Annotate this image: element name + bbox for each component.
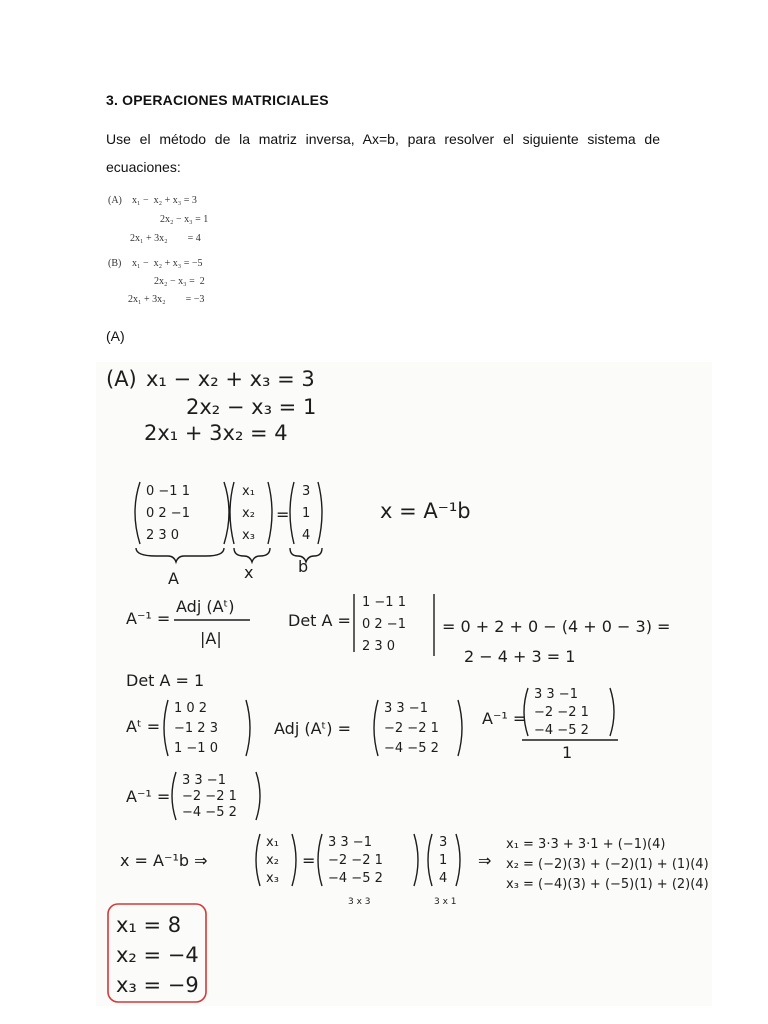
- bracket-right: [268, 482, 272, 544]
- matrix-b-row: 1: [302, 506, 311, 521]
- section-heading: 3. OPERACIONES MATRICIALES: [106, 92, 329, 108]
- matrix-b-row: 3: [302, 484, 311, 499]
- brace-under-x: [234, 548, 270, 562]
- bracket-right: [318, 482, 322, 544]
- det-calc: 2 − 4 + 3 = 1: [464, 647, 576, 666]
- implies-arrow: ⇒: [478, 851, 492, 870]
- hw-system-row: 2x₁ + 3x₂ = 4: [144, 421, 288, 445]
- final-b-row: 3: [439, 835, 448, 850]
- transpose-row: 1 0 2: [174, 701, 208, 716]
- final-x-row: x₂: [266, 853, 279, 868]
- answer-row: x₂ = −4: [116, 943, 199, 967]
- answer-row: x₃ = −9: [116, 973, 199, 997]
- matrix-x-row: x₁: [242, 484, 255, 499]
- bracket-right: [456, 834, 460, 886]
- transpose-label: Aᵗ =: [126, 717, 161, 736]
- det-result: Det A = 1: [126, 671, 205, 690]
- inverse-row: −2 −2 1: [534, 705, 589, 720]
- inverse-row: 3 3 −1: [534, 687, 578, 702]
- bracket-right: [246, 700, 250, 756]
- bracket-left: [256, 834, 260, 886]
- det-calc: = 0 + 2 + 0 − (4 + 0 − 3) =: [442, 617, 671, 636]
- hw-system-row: 2x₂ − x₃ = 1: [186, 395, 317, 419]
- bracket-right: [292, 834, 296, 886]
- final-lhs: x = A⁻¹b ⇒: [120, 851, 208, 870]
- final-matrix-row: −4 −5 2: [328, 871, 383, 886]
- inverse-numerator: Adj (Aᵗ): [176, 597, 235, 616]
- system-b-row: x₁ − x₂ + x₃ = −5: [132, 258, 203, 269]
- matrix-a-row: 0 2 −1: [146, 506, 190, 521]
- bracket-left: [374, 700, 378, 756]
- inverse-lhs: A⁻¹ =: [126, 609, 171, 628]
- matrix-b-row: 4: [302, 528, 311, 543]
- inverse-result-label: A⁻¹ =: [126, 787, 171, 806]
- bracket-right: [224, 482, 229, 544]
- bracket-left: [164, 700, 168, 756]
- inverse-result-row: 3 3 −1: [182, 773, 226, 788]
- bracket-left: [135, 482, 140, 544]
- instructions-text: Use el método de la matriz inversa, Ax=b, para resolver el siguiente sistema de ecuaciones:: [106, 131, 660, 175]
- matrix-x-row: x₂: [242, 506, 255, 521]
- calc-row: x₂ = (−2)(3) + (−2)(1) + (1)(4): [506, 857, 709, 872]
- inverse-denominator: |A|: [200, 629, 222, 648]
- bracket-right: [458, 700, 462, 756]
- bracket-left: [428, 834, 432, 886]
- adjugate-row: 3 3 −1: [384, 701, 428, 716]
- adjugate-label: Adj (Aᵗ) =: [274, 719, 351, 738]
- inverse-result-row: −4 −5 2: [182, 805, 237, 820]
- system-a-row: x₁ − x₂ + x₃ = 3: [132, 195, 197, 206]
- inverse-denominator: 1: [562, 743, 573, 762]
- dimension-label: 3 x 3: [348, 897, 371, 907]
- bracket-right: [256, 772, 260, 820]
- system-a-row: 2x₁ + 3x₂ = 4: [130, 233, 201, 244]
- bracket-left: [172, 772, 176, 820]
- bracket-right: [414, 834, 418, 886]
- equals-sign: =: [302, 851, 316, 870]
- hw-system-row: x₁ − x₂ + x₃ = 3: [146, 367, 315, 391]
- bracket-right: [610, 688, 614, 736]
- final-matrix-row: −2 −2 1: [328, 853, 383, 868]
- inverse-row: −4 −5 2: [534, 723, 589, 738]
- final-x-row: x₃: [266, 871, 279, 886]
- system-b-row: 2x₁ + 3x₂ = −3: [128, 294, 205, 305]
- brace-label-b: b: [298, 557, 309, 576]
- system-a-row: 2x₂ − x₃ = 1: [160, 214, 209, 225]
- det-row: 1 −1 1: [362, 595, 406, 610]
- system-a-label: (A): [108, 195, 122, 206]
- dimension-label: 3 x 1: [434, 897, 457, 907]
- part-a-label: (A): [106, 328, 125, 344]
- bracket-left: [230, 482, 234, 544]
- brace-label-a: A: [168, 569, 179, 588]
- handwritten-solution: [96, 362, 712, 1006]
- inverse-label: A⁻¹ =: [482, 709, 527, 728]
- final-matrix-row: 3 3 −1: [328, 835, 372, 850]
- adjugate-row: −4 −5 2: [384, 741, 439, 756]
- final-b-row: 4: [439, 871, 448, 886]
- eq-x-inverse: x = A⁻¹b: [380, 499, 471, 523]
- final-x-row: x₁: [266, 835, 279, 850]
- matrix-a-row: 2 3 0: [146, 528, 180, 543]
- inverse-result-row: −2 −2 1: [182, 789, 237, 804]
- calc-row: x₃ = (−4)(3) + (−5)(1) + (2)(4): [506, 877, 709, 892]
- system-b-row: 2x₂ − x₃ = 2: [154, 276, 205, 287]
- bracket-left: [290, 482, 294, 544]
- matrix-a-row: 0 −1 1: [146, 484, 190, 499]
- det-row: 0 2 −1: [362, 617, 406, 632]
- system-b-label: (B): [108, 258, 122, 269]
- transpose-row: 1 −1 0: [174, 741, 218, 756]
- det-row: 2 3 0: [362, 639, 396, 654]
- det-label: Det A =: [288, 611, 351, 630]
- matrix-x-row: x₃: [242, 528, 255, 543]
- equals-sign: =: [276, 505, 290, 524]
- adjugate-row: −2 −2 1: [384, 721, 439, 736]
- final-b-row: 1: [439, 853, 448, 868]
- answer-row: x₁ = 8: [116, 913, 182, 937]
- calc-row: x₁ = 3·3 + 3·1 + (−1)(4): [506, 837, 666, 852]
- hw-system-label: (A): [106, 367, 137, 391]
- brace-under-a: [136, 548, 224, 562]
- transpose-row: −1 2 3: [174, 721, 218, 736]
- brace-label-x: x: [244, 563, 254, 582]
- bracket-left: [318, 834, 322, 886]
